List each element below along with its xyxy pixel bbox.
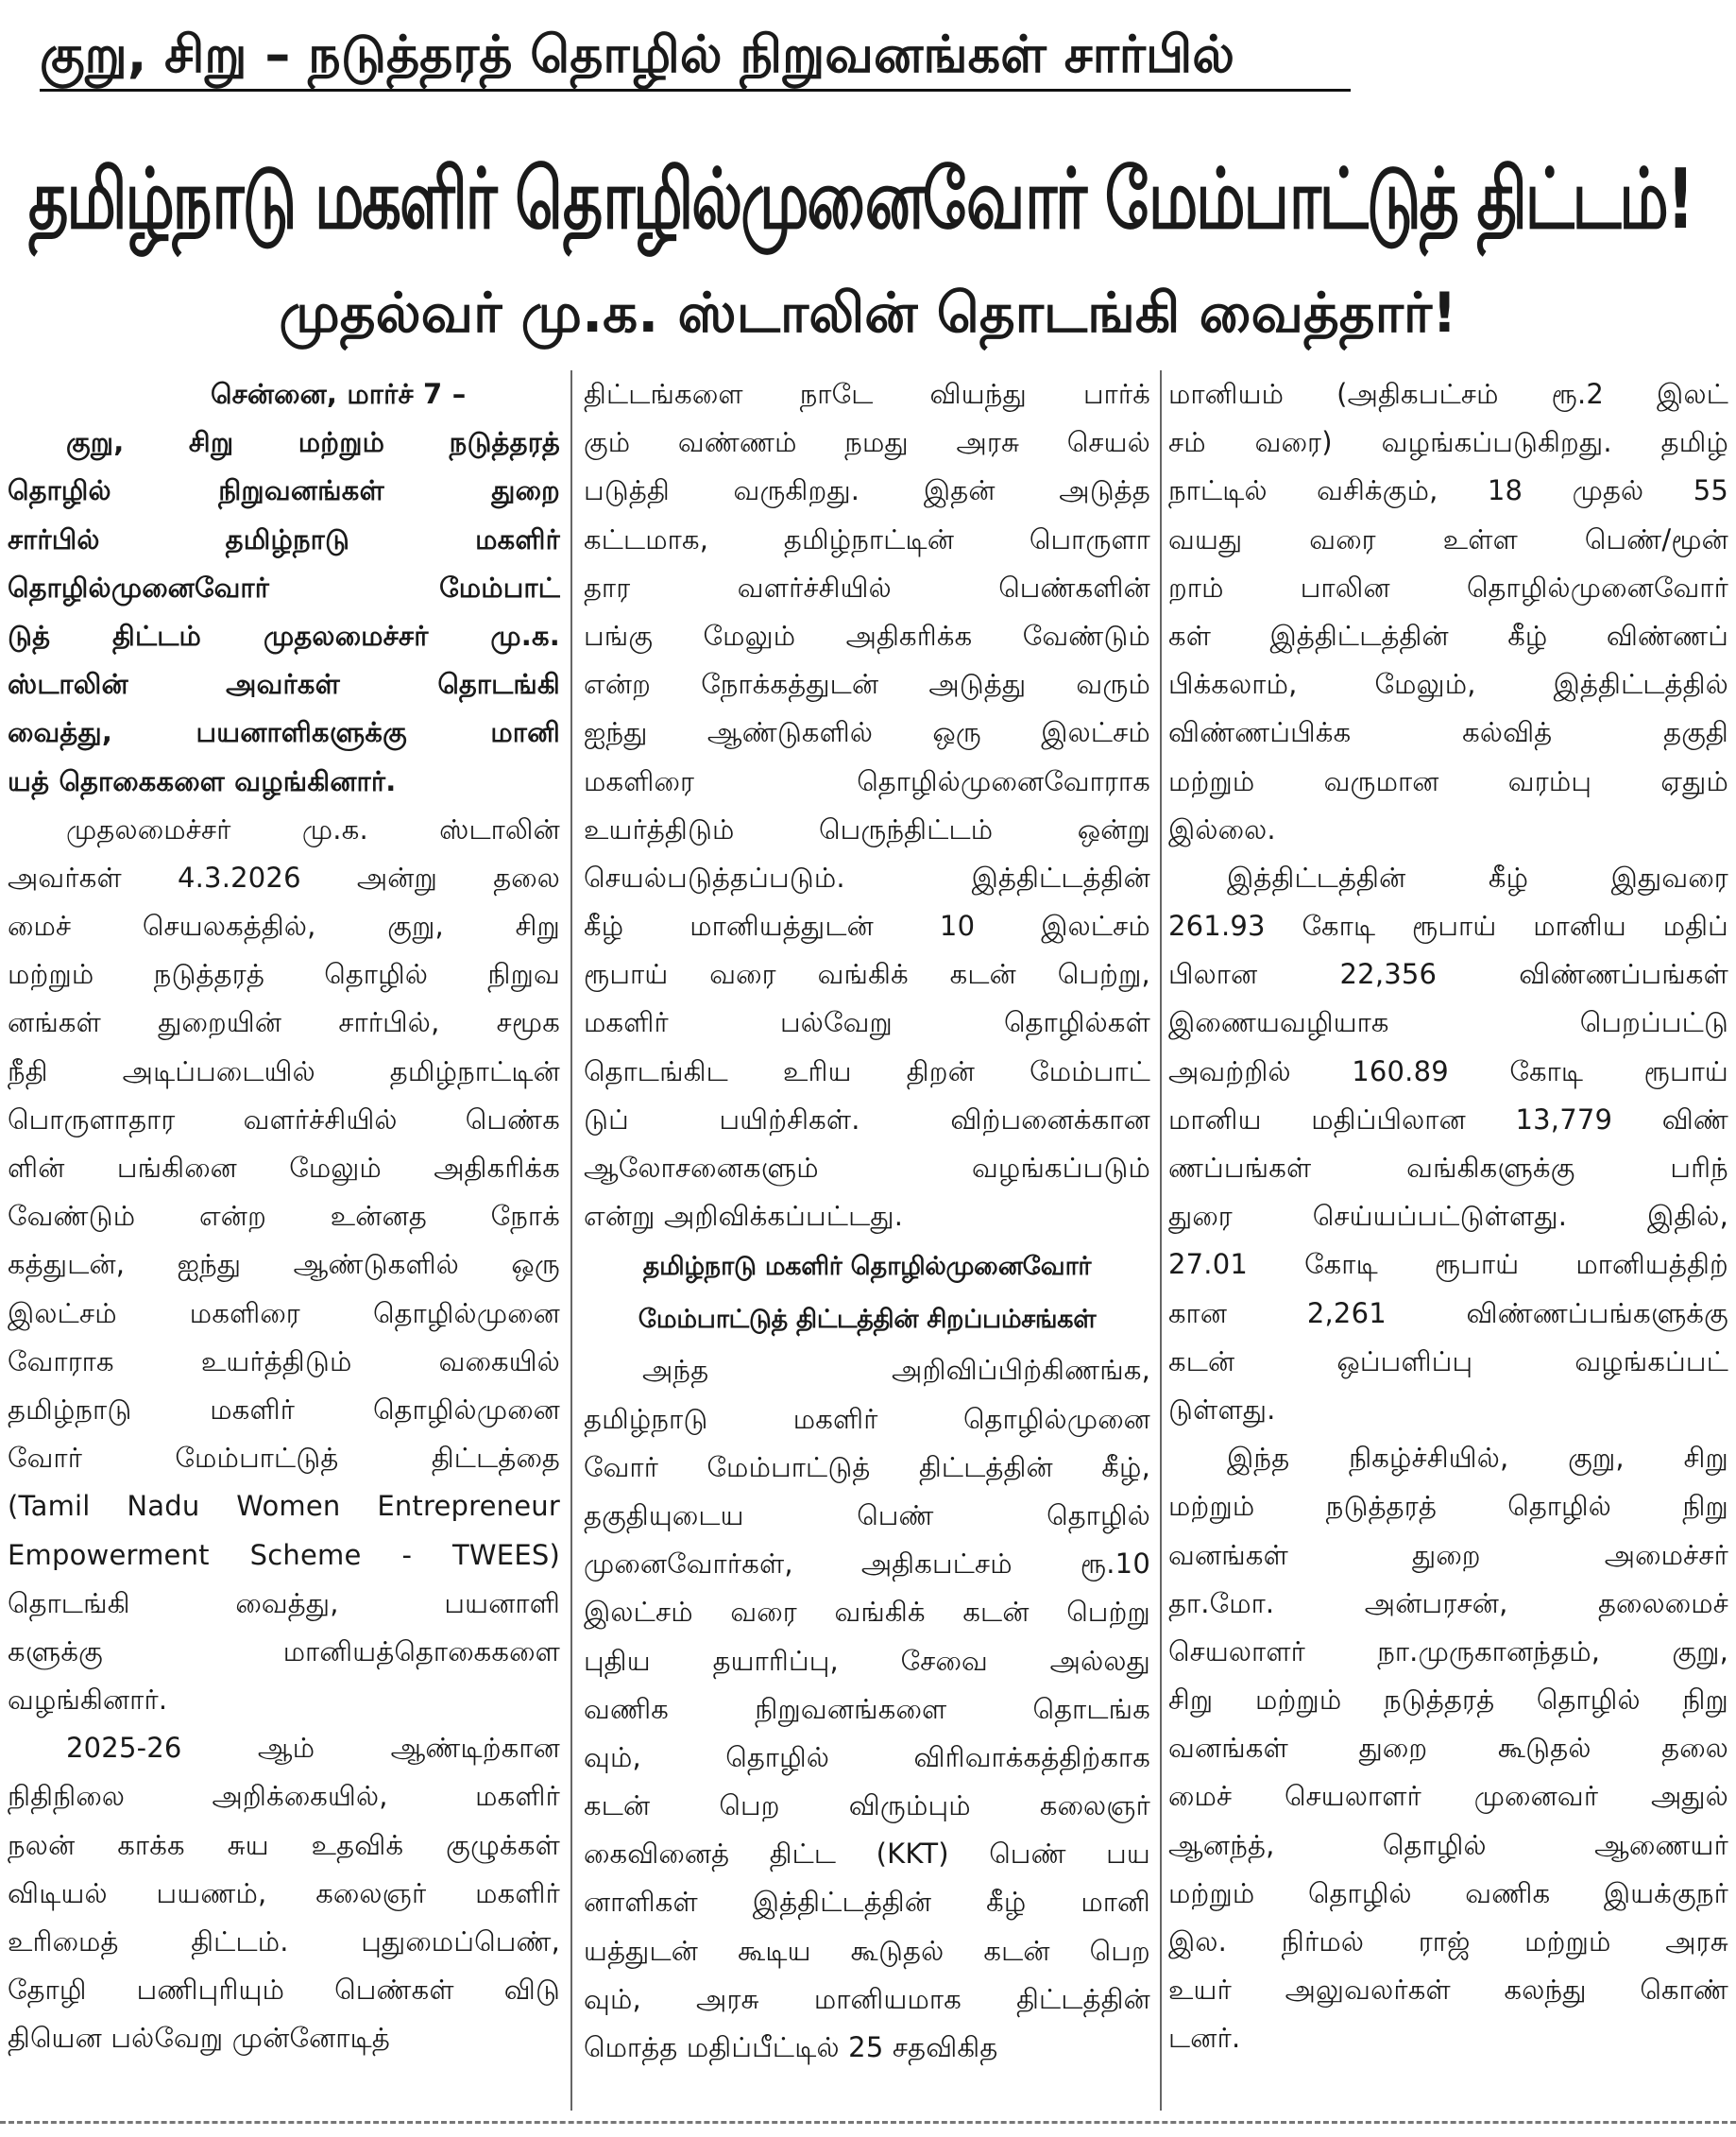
text-line: தார வளர்ச்சியில் பெண்களின் [584,571,1150,604]
text-line: கடன் ஒப்பளிப்பு வழங்கப்பட் [1168,1344,1728,1377]
text-line: அவர்கள் 4.3.2026 அன்று தலை [8,861,560,894]
text-line: னங்கள் துறையின் சார்பில், சமூக [8,1006,560,1039]
article-column-3 [1168,370,1728,2137]
text-line: றாம் பாலின தொழில்முனைவோர் [1168,571,1728,604]
text-line: யத் தொகைகளை வழங்கினார். [8,764,397,797]
text-line: செயலாளர் நா.முருகானந்தம், குறு, [1168,1634,1728,1667]
text-line: டுப் பயிற்சிகள். விற்பனைக்கான [584,1103,1150,1136]
text-line: தொழில் நிறுவனங்கள் துறை [8,474,560,507]
sub-headline: முதல்வர் மு.க. ஸ்டாலின் தொடங்கி வைத்தார்! [279,281,1457,345]
text-line: கைவினைத் திட்ட (KKT) பெண் பய [584,1838,1150,1871]
text-line: தா.மோ. அன்பரசன், தலைமைச் [1168,1586,1728,1619]
text-line: இல. நிர்மல் ராஜ் மற்றும் அரசு [1168,1925,1728,1957]
text-line: டுள்ளது. [1168,1393,1276,1426]
text-line: தியென பல்வேறு முன்னோடித் [8,2022,390,2055]
text-line: குறு, சிறு மற்றும் நடுத்தரத் [66,426,560,459]
text-line: மகளிர் பல்வேறு தொழில்கள் [584,1006,1150,1039]
main-headline: தமிழ்நாடு மகளிர் தொழில்முனைவோர் மேம்பாட்டுத் திட்டம்! [28,152,1693,248]
text-line: மைச் செயலாளர் முனைவர் அதுல் [1168,1780,1728,1813]
text-line: துரை செய்யப்பட்டுள்ளது. இதில், [1168,1200,1728,1233]
text-line: தொடங்கிட உரிய திறன் மேம்பாட் [584,1054,1150,1087]
text-line: டுத் திட்டம் முதலமைச்சர் மு.க. [8,619,560,652]
text-line: கத்துடன், ஐந்து ஆண்டுகளில் ஒரு [8,1248,560,1281]
text-line: வோர் மேம்பாட்டுத் திட்டத்தின் கீழ், [584,1450,1150,1483]
text-line: 27.01 கோடி ரூபாய் மானியத்திற் [1168,1248,1728,1281]
text-line: வணிக நிறுவனங்களை தொடங்க [584,1692,1150,1725]
section-subtitle: மேம்பாட்டுத் திட்டத்தின் சிறப்பம்சங்கள் [638,1305,1097,1335]
text-line: சிறு மற்றும் நடுத்தரத் தொழில் நிறு [1168,1684,1728,1717]
text-line: நலன் காக்க சுய உதவிக் குழுக்கள் [8,1828,560,1861]
text-line: வும், அரசு மானியமாக திட்டத்தின் [584,1982,1150,2015]
text-line: மைச் செயலகத்தில், குறு, சிறு [8,910,560,943]
text-line: பொருளாதார வளர்ச்சியில் பெண்க [8,1103,560,1136]
text-line: இத்திட்டத்தின் கீழ் இதுவரை [1227,861,1728,894]
text-line: வோர் மேம்பாட்டுத் திட்டத்தை [8,1442,560,1475]
text-line: செயல்படுத்தப்படும். இத்திட்டத்தின் [584,861,1150,894]
text-line: இலட்சம் வரை வங்கிக் கடன் பெற்று [584,1596,1150,1629]
text-line: நாட்டில் வசிக்கும், 18 முதல் 55 [1168,474,1728,507]
text-line: புதிய தயாரிப்பு, சேவை அல்லது [584,1644,1150,1677]
text-line: கீழ் மானியத்துடன் 10 இலட்சம் [584,910,1150,943]
text-line: பிலான 22,356 விண்ணப்பங்கள் [1168,958,1728,991]
text-line: 261.93 கோடி ரூபாய் மானிய மதிப் [1168,910,1728,943]
text-line: இலட்சம் மகளிரை தொழில்முனை [8,1296,560,1329]
text-line: னாளிகள் இத்திட்டத்தின் கீழ் மானி [584,1886,1150,1919]
text-line: வனங்கள் துறை கூடுதல் தலை [1168,1732,1728,1765]
text-line: இந்த நிகழ்ச்சியில், குறு, சிறு [1227,1442,1728,1475]
dateline: சென்னை, மார்ச் 7 – [211,378,467,410]
text-line: உயர்த்திடும் பெருந்திட்டம் ஒன்று [584,812,1150,846]
text-line: ஸ்டாலின் அவர்கள் தொடங்கி [8,668,560,701]
text-line: பங்கு மேலும் அதிகரிக்க வேண்டும் [584,619,1150,652]
text-line: தகுதியுடைய பெண் தொழில் [584,1498,1150,1531]
text-line: வனங்கள் துறை அமைச்சர் [1168,1538,1728,1571]
kicker-heading: குறு, சிறு – நடுத்தரத் தொழில் நிறுவனங்கள் சார்பில் [40,21,1351,92]
text-line: உரிமைத் திட்டம். புதுமைப்பெண், [8,1925,560,1957]
text-line: மற்றும் வருமான வரம்பு ஏதும் [1168,764,1728,797]
text-line: அந்த அறிவிப்பிற்கிணங்க, [642,1354,1150,1387]
bottom-dashed-rule [0,2121,1736,2124]
text-line: வும், தொழில் விரிவாக்கத்திற்காக [584,1740,1150,1773]
text-line: கட்டமாக, தமிழ்நாட்டின் பொருளா [584,522,1150,556]
text-line: விடியல் பயணம், கலைஞர் மகளிர் [8,1876,560,1909]
text-line: மானிய மதிப்பிலான 13,779 விண் [1168,1103,1728,1136]
text-line: களுக்கு மானியத்தொகைகளை [8,1634,560,1667]
text-line: மொத்த மதிப்பீட்டில் 25 சதவிகித [584,2031,998,2063]
text-line: வேண்டும் என்ற உன்னத நோக் [8,1200,560,1233]
text-line: கான 2,261 விண்ணப்பங்களுக்கு [1168,1296,1728,1329]
text-line: கள் இத்திட்டத்தின் கீழ் விண்ணப் [1168,619,1728,652]
text-line: ஆலோசனைகளும் வழங்கப்படும் [584,1152,1150,1184]
text-line: ணப்பங்கள் வங்கிகளுக்கு பரிந் [1168,1152,1728,1184]
text-line: பிக்கலாம், மேலும், இத்திட்டத்தில் [1168,668,1728,701]
text-line: திட்டங்களை நாடே வியந்து பார்க் [584,378,1150,410]
column-divider [1160,370,1162,2111]
text-line: இல்லை. [1168,812,1276,846]
text-line: கும் வண்ணம் நமது அரசு செயல் [584,426,1150,459]
text-line: ளின் பங்கினை மேலும் அதிகரிக்க [8,1152,560,1184]
text-line: என்ற நோக்கத்துடன் அடுத்து வரும் [584,668,1150,701]
text-line: என்று அறிவிக்கப்பட்டது. [584,1200,904,1233]
text-line: தொடங்கி வைத்து, பயனாளி [8,1586,560,1619]
text-line: வழங்கினார். [8,1684,168,1717]
text-line: படுத்தி வருகிறது. இதன் அடுத்த [584,474,1150,507]
text-line: டனர். [1168,2022,1241,2055]
text-line: தொழில்முனைவோர் மேம்பாட் [8,571,560,604]
text-line: வைத்து, பயனாளிகளுக்கு மானி [8,716,560,749]
text-line: வோராக உயர்த்திடும் வகையில் [8,1344,560,1377]
text-line: முதலமைச்சர் மு.க. ஸ்டாலின் [66,812,560,846]
text-line: தமிழ்நாடு மகளிர் தொழில்முனை [584,1402,1150,1435]
text-line: விண்ணப்பிக்க கல்வித் தகுதி [1168,716,1728,749]
text-line: மானியம் (அதிகபட்சம் ரூ.2 இலட் [1168,378,1728,410]
text-line: 2025-26 ஆம் ஆண்டிற்கான [66,1732,560,1765]
text-line: முனைவோர்கள், அதிகபட்சம் ரூ.10 [584,1547,1150,1581]
column-divider [570,370,572,2111]
text-line: ஐந்து ஆண்டுகளில் ஒரு இலட்சம் [584,716,1150,749]
text-line: இணையவழியாக பெறப்பட்டு [1168,1006,1728,1039]
text-line: தமிழ்நாடு மகளிர் தொழில்முனை [8,1393,560,1426]
text-line: மற்றும் நடுத்தரத் தொழில் நிறுவ [8,958,560,991]
text-line: சம் வரை) வழங்கப்படுகிறது. தமிழ் [1168,426,1728,459]
text-line: மற்றும் நடுத்தரத் தொழில் நிறு [1168,1490,1728,1523]
text-line: தோழி பணிபுரியும் பெண்கள் விடு [8,1974,560,2007]
text-line: சார்பில் தமிழ்நாடு மகளிர் [8,522,560,556]
text-line: Empowerment Scheme - TWEES) [8,1538,560,1571]
article-column-1 [8,370,560,2137]
article-column-2 [584,370,1150,2137]
section-subtitle: தமிழ்நாடு மகளிர் தொழில்முனைவோர் [642,1252,1092,1282]
text-line: (Tamil Nadu Women Entrepreneur [8,1490,560,1523]
text-line: கடன் பெற விரும்பும் கலைஞர் [584,1789,1150,1822]
text-line: அவற்றில் 160.89 கோடி ரூபாய் [1168,1054,1728,1087]
text-line: மகளிரை தொழில்முனைவோராக [584,764,1150,797]
text-line: ரூபாய் வரை வங்கிக் கடன் பெற்று, [584,958,1150,991]
text-line: யத்துடன் கூடிய கூடுதல் கடன் பெற [584,1934,1150,1967]
text-line: மற்றும் தொழில் வணிக இயக்குநர் [1168,1876,1728,1909]
text-line: உயர் அலுவலர்கள் கலந்து கொண் [1168,1974,1728,2007]
text-line: வயது வரை உள்ள பெண்/மூன் [1168,522,1728,556]
text-line: ஆனந்த், தொழில் ஆணையர் [1168,1828,1728,1861]
text-line: நீதி அடிப்படையில் தமிழ்நாட்டின் [8,1054,560,1087]
text-line: நிதிநிலை அறிக்கையில், மகளிர் [8,1780,560,1813]
